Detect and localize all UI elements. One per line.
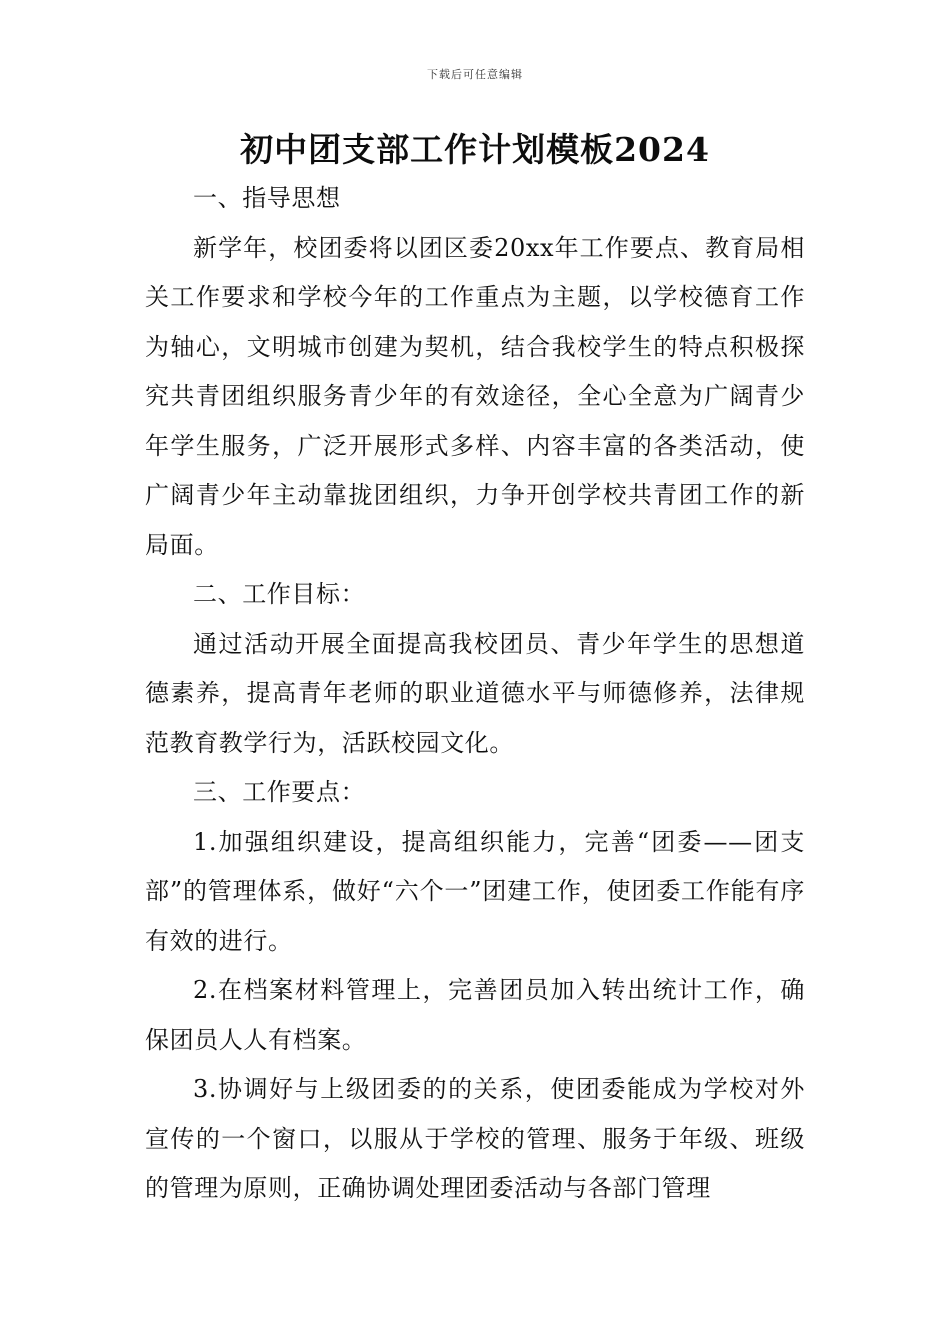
paragraph-work-goals: 通过活动开展全面提高我校团员、青少年学生的思想道德素养，提高青年老师的职业道德水平与师德修养，法律规范教育教学行为，活跃校园文化。 <box>145 629 805 757</box>
section-heading-guiding-thought: 一、指导思想 <box>193 184 341 212</box>
work-point-2: 2.在档案材料管理上，完善团员加入转出统计工作，确保团员人人有档案。 <box>145 976 805 1054</box>
document-title: 初中团支部工作计划模板2024 <box>240 130 710 169</box>
work-point-1: 1.加强组织建设，提高组织能力，完善“团委——团支部”的管理体系，做好“六个一”团建工作，使团委工作能有序有效的进行。 <box>145 827 805 955</box>
section-heading-work-points: 三、工作要点： <box>193 778 366 806</box>
page-header-note: 下载后可任意编辑 <box>427 68 523 81</box>
section-heading-work-goals: 二、工作目标： <box>193 580 366 608</box>
work-point-3: 3.协调好与上级团委的的关系，使团委能成为学校对外宣传的一个窗口，以服从于学校的管理、服务于年级、班级的管理为原则，正确协调处理团委活动与各部门管理 <box>145 1075 805 1202</box>
document-body <box>145 174 805 1214</box>
paragraph-guiding-thought: 新学年，校团委将以团区委20xx年工作要点、教育局相关工作要求和学校今年的工作重点为主题，以学校德育工作为轴心，文明城市创建为契机，结合我校学生的特点积极探究共青团组织服务青少年的有效途径，全心全意为广阔青少年学生服务，广泛开展形式多样、内容丰富的各类活动，使广阔青少年主动靠拢团组织，力争开创学校共青团工作的新局面。 <box>145 233 805 559</box>
